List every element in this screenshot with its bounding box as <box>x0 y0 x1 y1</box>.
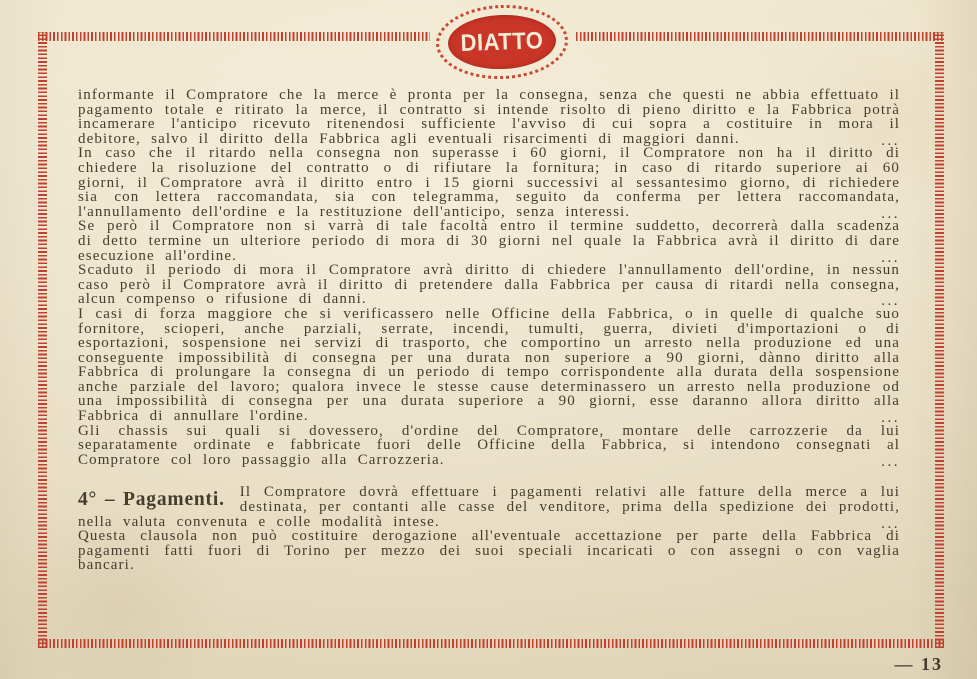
paragraph-trailing-dots: ... <box>881 515 900 532</box>
logo-oval <box>447 13 557 71</box>
logo-text: DIATTO <box>460 26 544 57</box>
paragraph-delivery-notice <box>78 87 900 149</box>
paragraph-trailing-dots: ... <box>881 249 900 266</box>
page-number: — 13 <box>894 654 943 674</box>
paragraph-trailing-dots: ... <box>881 132 900 149</box>
diatto-logo <box>435 3 570 82</box>
frame-edge-left <box>38 32 47 648</box>
paragraph-trailing-dots: ... <box>881 293 900 310</box>
paragraph-delay-60-days <box>78 145 900 222</box>
paragraph-chassis-bodywork <box>78 424 900 468</box>
paragraph-text: In caso che il ritardo nella consegna non superasse i 60 giorni, il Compratore non ha il diritto di chiedere la risoluzione del contratto o di rifiutare la fornitura; in caso di ritardo superiore ai 60 giorni, il Compratore avrà il diritto entro i 15 giorni successivi al sessantesimo giorno, di richiedere sia con lettera raccomandata, sia con telegramma, seguito da conferma per lettera raccomandata, l'annullamento dell'ordine e la restituzione dell'anticipo, senza interessi. <box>78 145 900 220</box>
frame-edge-bottom <box>38 639 944 648</box>
paragraph-annulment-rights <box>78 262 900 310</box>
frame-edge-right <box>935 32 944 648</box>
section-heading-pagamenti: 4° – Pagamenti. <box>78 489 225 511</box>
paragraph-force-majeure <box>78 305 900 427</box>
paragraph-mora-30-days <box>78 218 900 266</box>
paragraph-trailing-dots: ... <box>881 453 900 470</box>
section-pagamenti-closing <box>78 529 900 573</box>
frame-edge-top-left <box>38 32 430 41</box>
paragraph-trailing-dots: ... <box>881 205 900 222</box>
logo-dotted-ring <box>435 3 570 82</box>
frame-edge-top-right <box>576 32 944 41</box>
paragraph-text: Questa clausola non può costituire derogazione all'eventuale accettazione per parte della Fabbrica di pagamenti fatti fuori di Torino per mezzo dei suoi speciali incaricati o con assegni o con vaglia bancari. <box>78 528 900 574</box>
document-text-block <box>78 88 900 573</box>
paragraph-text: I casi di forza maggiore che si verificassero nelle Officine della Fabbrica, o in quelle di qualche suo fornitore, scioperi, anche parziali, serrate, incendi, tumulti, guerra, divieti d'importazioni o di esportazioni, sospensione nei servizi di trasporto, che comportino un arresto nella produzione ed una conseguente impossibilità di consegna per una durata non superiore a 90 giorni, dànno diritto alla Fabbrica di prolungare la consegna di un periodo di tempo corrispondente alla durata della sospensione anche parziale del lavoro; qualora invece le stesse cause determinassero un arresto nella produzione od una impossibilità di consegna per una durata superiore a 90 giorni, esse daranno allora diritto alla Fabbrica di annullare l'ordine. <box>78 305 900 425</box>
paragraph-trailing-dots: ... <box>881 410 900 427</box>
paragraph-text: informante il Compratore che la merce è pronta per la consegna, senza che questi ne abbia effettuato il pagamento totale e ritirato la merce, il contratto si intende risolto di pieno diritto e la Fabbrica potrà incamerare l'anticipo ricevuto ritenendosi sufficiente l'avviso di cui sopra a costituire in mora il debitore, salvo il diritto della Fabbrica agli eventuali risarcimenti di maggiori danni. <box>78 87 900 147</box>
paragraph-text: Gli chassis sui quali si dovessero, d'ordine del Compratore, montare delle carrozzerie da lui separatamente ordinate e fabbricate fuori delle Officine della Fabbrica, si intendono consegnati al Compratore col loro passaggio alla Carrozzeria. <box>78 422 900 468</box>
paragraph-text: Scaduto il periodo di mora il Compratore avrà diritto di chiedere l'annullamento dell'ordine, in nessun caso però il Compratore avrà il diritto di pretendere dalla Fabbrica per causa di ritardi nella consegna, alcun compenso o rifusione di danni. <box>78 262 900 308</box>
section-pagamenti-lead <box>78 484 900 532</box>
paragraph-text: Il Compratore dovrà effettuare i pagamenti relativi alle fatture della merce a lui destinata, per contanti alle casse del venditore, prima della spedizione dei prodotti, nella valuta convenuta e colle modalità intese. <box>78 484 900 530</box>
paragraph-text: Se però il Compratore non si varrà di tale facoltà entro il termine suddetto, decorrerà dalla scadenza di detto termine un ulteriore periodo di mora di 30 giorni nel quale la Fabbrica avrà il diritto di dare esecuzione all'ordine. <box>78 218 900 264</box>
